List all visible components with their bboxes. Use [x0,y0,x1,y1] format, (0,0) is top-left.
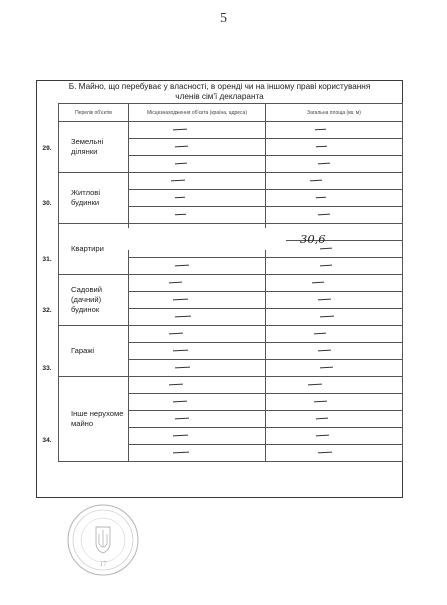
area-cell [266,190,403,207]
area-cell [266,411,403,428]
area-cell [266,360,403,377]
location-cell [129,258,266,275]
row-label-29: Земельні ділянки [59,122,129,173]
row-number-30: 30. [42,200,52,207]
area-cell [266,207,403,224]
area-cell [266,224,403,241]
area-cell [266,275,403,292]
handwritten-area-value: 30,6 [300,232,326,246]
location-cell [129,207,266,224]
table-row [59,377,403,394]
location-cell [129,343,266,360]
row-number-33: 33. [42,365,52,372]
col-header-object-list: Перелік об'єктів [59,104,129,122]
location-cell [129,156,266,173]
row-number-32: 32. [42,307,52,314]
row-label-30: Житлові будинки [59,173,129,224]
table-row [59,173,403,190]
col-header-area: Загальна площа (кв. м) [266,104,403,122]
area-cell [266,377,403,394]
area-cell [266,122,403,139]
location-cell [129,411,266,428]
official-seal-icon [66,503,140,577]
location-cell [129,139,266,156]
row-label-31: Квартири [59,224,129,275]
redacted-area [126,228,286,250]
property-table [58,103,403,462]
location-cell [129,445,266,462]
area-cell [266,173,403,190]
page-number: 5 [220,11,227,26]
area-cell [266,258,403,275]
area-cell [266,139,403,156]
table-row [59,122,403,139]
row-number-29: 29. [42,145,52,152]
location-cell [129,360,266,377]
row-label-32: Садовий (дачний) будинок [59,275,129,326]
section-title-line1: Б. Майно, що перебуває у власності, в оренді чи на іншому праві користування [68,82,371,91]
location-cell [129,275,266,292]
row-label-34: Інше нерухоме майно [59,377,129,462]
area-cell [266,156,403,173]
location-cell [129,377,266,394]
section-title-line2: членів сім'ї декларанта [175,92,264,101]
seal-number: 17 [99,560,107,568]
row-label-33: Гаражі [59,326,129,377]
col-header-location: Місцезнаходження об'єкта (країна, адреса) [129,104,266,122]
area-cell [266,326,403,343]
location-cell [129,190,266,207]
area-cell [266,428,403,445]
location-cell [129,122,266,139]
area-cell [266,343,403,360]
row-number-34: 34. [42,437,52,444]
location-cell [129,326,266,343]
table-row [59,275,403,292]
table-row [59,326,403,343]
area-cell [266,241,403,258]
section-title [37,82,402,102]
area-cell [266,309,403,326]
location-cell [129,173,266,190]
location-cell [129,292,266,309]
area-cell [266,394,403,411]
location-cell [129,309,266,326]
area-cell [266,445,403,462]
row-number-31: 31. [42,256,52,263]
location-cell [129,394,266,411]
location-cell [129,428,266,445]
area-cell [266,292,403,309]
table-header-row [59,104,403,122]
